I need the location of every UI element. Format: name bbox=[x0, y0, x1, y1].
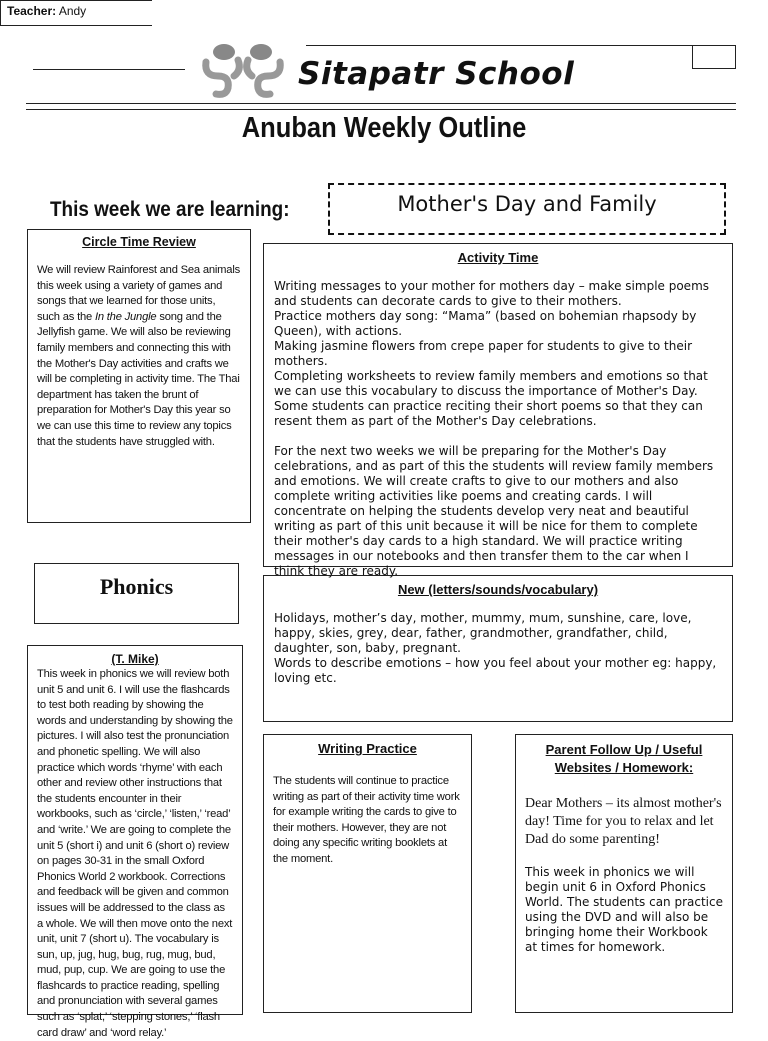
parent-follow-up-box bbox=[515, 734, 733, 1013]
activity-time-heading: Activity Time bbox=[457, 250, 539, 265]
school-name: Sitapatr School bbox=[298, 56, 575, 92]
writing-practice-text: The students will continue to practice writing as part of their activity time work for example writing the cards to give to their mothers. However, they are not doing any specific writing booklets at the moment. bbox=[273, 775, 460, 865]
activity-time-box bbox=[263, 243, 733, 578]
two-figures-logo-icon bbox=[198, 42, 288, 98]
vocabulary-emotions: Words to describe emotions – how you feel about your mother eg: happy, loving etc. bbox=[274, 656, 717, 685]
circle-time-text: We will review Rainforest and Sea animals this week using a variety of games and songs that we learned for those units, such as the In the Jungle song and the Jellyfish game. We will also be reviewing family members and connecting this with the Mother's Day activities and crafts we will be completing in activity time. The Thai department has taken the brunt of preparation for Mother's Day this year so we can use this time to review any topics that the students have struggled with. bbox=[37, 264, 241, 448]
header-rule-left bbox=[33, 69, 185, 70]
parent-message: Dear Mothers – its almost mother's day! Time for you to relax and let Dad do some parenting! bbox=[525, 796, 722, 847]
activity-item: Some students can practice reciting their short poems so that they can resent them as part of the Mother's Day celebrations. bbox=[274, 399, 703, 428]
title-rule-1 bbox=[26, 103, 736, 104]
activity-item: Writing messages to your mother for mothers day – make simple poems and students can decorate cards to give to their mothers. bbox=[274, 279, 710, 308]
activity-item: Making jasmine flowers from crepe paper for students to give to their mothers. bbox=[274, 339, 693, 368]
header-rule-top bbox=[306, 45, 736, 46]
topic-box: Mother's Day and Family bbox=[328, 183, 726, 235]
phonics-heading: (T. Mike) bbox=[111, 652, 159, 666]
title-rule-2 bbox=[26, 109, 736, 110]
writing-practice-heading: Writing Practice bbox=[318, 741, 417, 756]
parent-follow-up-heading: Parent Follow Up / Useful Websites / Homework: bbox=[545, 742, 703, 775]
phonics-label-box bbox=[34, 563, 239, 624]
teacher-name: Andy bbox=[58, 4, 87, 18]
header-right-box bbox=[692, 45, 736, 69]
phonics-text: This week in phonics we will review both unit 5 and unit 6. I will use the flashcards to test both reading by showing the words and understanding by showing the pictures. I will also test the pronunciation and phonetic spelling. We will also practice which words ‘rhyme’ with each other and review other instructions that the students encounter in their workbooks, such as ‘circle,’ ‘listen,’ ‘read’ and ‘write.’ We are going to complete the unit 5 (short i) and unit 6 (short o) review on pages 30-31 in the small Oxford Phonics World 2 workbook. Corrections and feedback will be given and common issues will be addressed to the class as a whole. We will then move onto the next unit, unit 7 (short u). The vocabulary is sun, up, jug, hug, bug, rug, mug, bud, mud, pup, cup. We are going to use the flashcards to practice reading, spelling and pronunciation with several games such as ‘splat,’ ‘stepping stones,’ ‘flash card draw’ and ‘word relay.’ bbox=[37, 668, 233, 1039]
circle-time-box bbox=[27, 229, 251, 523]
activity-item: Practice mothers day song: “Mama” (based on bohemian rhapsody by Queen), with actions. bbox=[274, 309, 697, 338]
circle-time-heading: Circle Time Review bbox=[82, 235, 196, 249]
activity-summary: For the next two weeks we will be preparing for the Mother's Day celebrations, and as part of this the students will review family members and emotions. We will create crafts to give to our mothers and also complete writing activities like poems and creating cards. I will concentrate on helping the students develop very neat and beautiful writing as part of this unit because it will be nice for them to complete their mother's day cards to a high standard. We will practice writing messages in our notebooks and then transfer them to the car when I think they are ready. bbox=[274, 444, 714, 578]
phonics-label: Phonics bbox=[99, 574, 174, 599]
teacher-field bbox=[0, 0, 152, 26]
vocabulary-heading: New (letters/sounds/vocabulary) bbox=[397, 582, 599, 597]
page-title: Anuban Weekly Outline bbox=[241, 112, 527, 144]
vocabulary-text bbox=[274, 611, 722, 686]
activity-time-text bbox=[274, 279, 722, 579]
parent-homework: This week in phonics we will begin unit 6 in Oxford Phonics World. The students can practice using the DVD and will also be bringing home their Workbook at times for homework. bbox=[525, 865, 723, 954]
phonics-box bbox=[27, 645, 243, 1039]
writing-practice-box bbox=[263, 734, 472, 1013]
vocabulary-list: Holidays, mother’s day, mother, mummy, mum, sunshine, care, love, happy, skies, grey, dear, father, grandmother, grandfather, child, daughter, son, baby, pregnant. bbox=[274, 611, 692, 655]
vocabulary-box bbox=[263, 575, 733, 722]
teacher-label: Teacher: bbox=[7, 4, 57, 18]
activity-item: Completing worksheets to review family members and emotions so that we can use this vocabulary to discuss the importance of Mother's Day. bbox=[274, 369, 708, 398]
learning-label: This week we are learning: bbox=[50, 198, 290, 221]
